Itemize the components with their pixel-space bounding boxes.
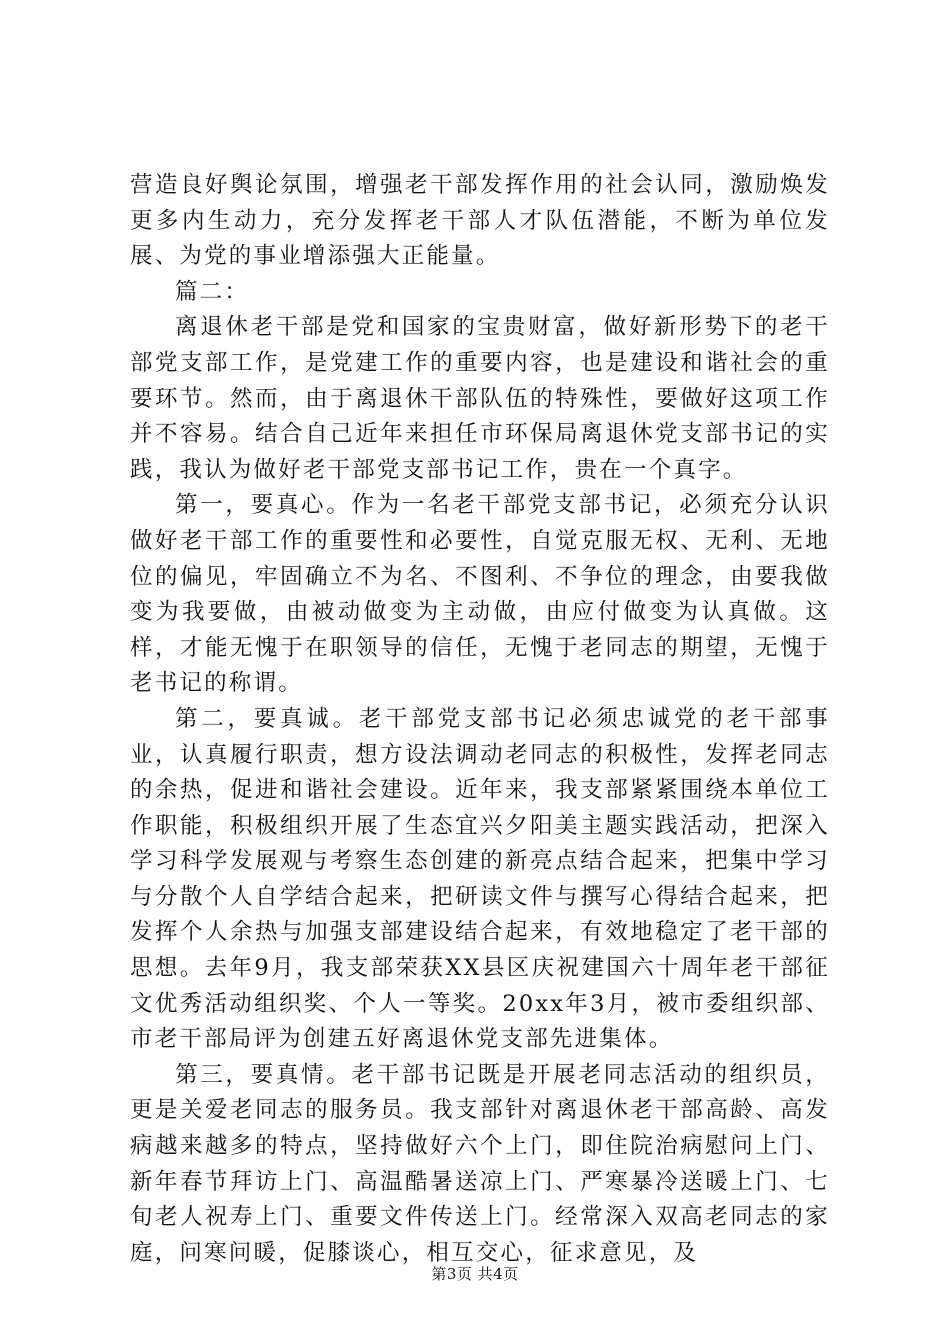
paragraph-second: 第二，要真诚。老干部党支部书记必须忠诚党的老干部事业，认真履行职责，想方设法调动老同志的积极性，发挥老同志的余热，促进和谐社会建设。近年来，我支部紧紧围绕本单位工作职能，积极组织开展了生态宜兴夕阳美主题实践活动，把深入学习科学发展观与考察生态创建的新亮点结合起来，把集中学习与分散个人自学结合起来，把研读文件与撰写心得结合起来，把发挥个人余热与加强支部建设结合起来，有效地稳定了老干部的思想。去年9月，我支部荣获XX县区庆祝建国六十周年老干部征文优秀活动组织奖、个人一等奖。20xx年3月，被市委组织部、市老干部局评为创建五好离退休党支部先进集体。 xyxy=(130,705,830,1053)
paragraph-intro: 离退休老干部是党和国家的宝贵财富，做好新形势下的老干部党支部工作，是党建工作的重要内容，也是建设和谐社会的重要环节。然而，由于离退休干部队伍的特殊性，要做好这项工作并不容易。结合自己近年来担任市环保局离退休党支部书记的实践，我认为做好老干部党支部书记工作，贵在一个真字。 xyxy=(130,314,830,483)
page-number-footer: 第3页 共4页 xyxy=(431,1265,519,1283)
paragraph-continuation: 营造良好舆论氛围，增强老干部发挥作用的社会认同，激励焕发更多内生动力，充分发挥老干部人才队伍潜能，不断为单位发展、为党的事业增添强大正能量。 xyxy=(130,172,830,270)
document-body xyxy=(130,168,830,1271)
section-heading: 篇二： xyxy=(175,278,250,305)
paragraph-third: 第三，要真情。老干部书记既是开展老同志活动的组织员，更是关爱老同志的服务员。我支部针对离退休老干部高龄、高发病越来越多的特点，坚持做好六个上门，即住院治病慰问上门、新年春节拜访上门、高温酷暑送凉上门、严寒暴冷送暖上门、七旬老人祝寿上门、重要文件传送上门。经常深入双高老同志的家庭，问寒问暖，促膝谈心，相互交心，征求意见，及 xyxy=(130,1061,830,1266)
paragraph-first: 第一，要真心。作为一名老干部党支部书记，必须充分认识做好老干部工作的重要性和必要性，自觉克服无权、无利、无地位的偏见，牢固确立不为名、不图利、不争位的理念，由要我做变为我要做，由被动做变为主动做，由应付做变为认真做。这样，才能无愧于在职领导的信任，无愧于老同志的期望，无愧于老书记的称谓。 xyxy=(130,492,830,697)
